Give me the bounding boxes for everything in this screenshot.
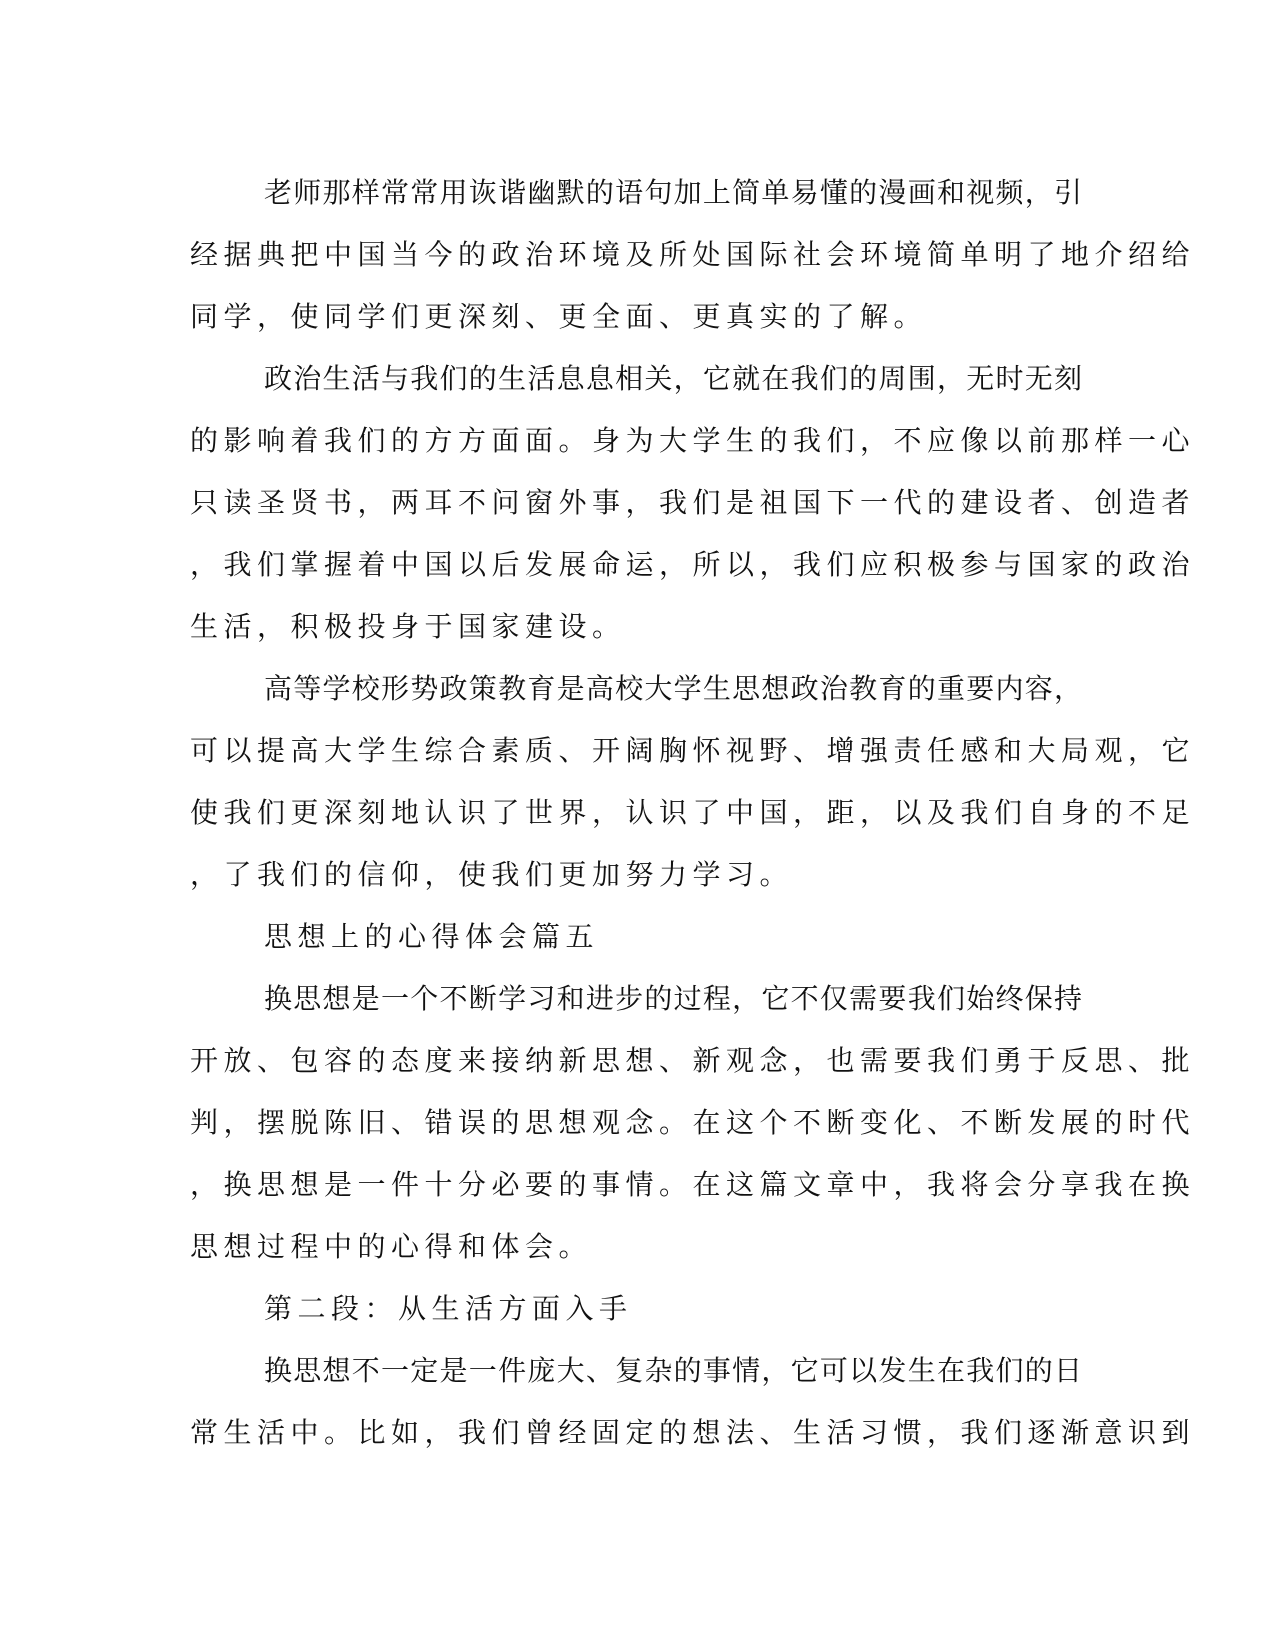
text-line: ，换思想是一件十分必要的事情。在这篇文章中，我将会分享我在换 [190,1168,1196,1201]
text-line: 思想过程中的心得和体会。 [190,1230,593,1263]
text-line: 开放、包容的态度来接纳新思想、新观念，也需要我们勇于反思、批 [190,1044,1196,1077]
text-line: 高等学校形势政策教育是高校大学生思想政治教育的重要内容， [264,672,1082,705]
text-line: 老师那样常常用诙谐幽默的语句加上简单易懂的漫画和视频，引 [264,176,1082,209]
text-line: 只读圣贤书，两耳不问窗外事，我们是祖国下一代的建设者、创造者 [190,486,1196,519]
text-line: ，我们掌握着中国以后发展命运，所以，我们应积极参与国家的政治 [190,548,1196,581]
text-line: 常生活中。比如，我们曾经固定的想法、生活习惯，我们逐渐意识到 [190,1416,1196,1449]
text-line: 生活，积极投身于国家建设。 [190,610,626,643]
text-line: 判，摆脱陈旧、错误的思想观念。在这个不断变化、不断发展的时代 [190,1106,1196,1139]
text-line: 可以提高大学生综合素质、开阔胸怀视野、增强责任感和大局观，它 [190,734,1196,767]
text-line: 第二段：从生活方面入手 [264,1292,633,1325]
text-line: 换思想不一定是一件庞大、复杂的事情，它可以发生在我们的日 [264,1354,1082,1387]
text-line: 经据典把中国当今的政治环境及所处国际社会环境简单明了地介绍给 [190,238,1196,271]
text-line: 同学，使同学们更深刻、更全面、更真实的了解。 [190,300,928,333]
text-line: 使我们更深刻地认识了世界，认识了中国，距，以及我们自身的不足 [190,796,1196,829]
text-line: 政治生活与我们的生活息息相关，它就在我们的周围，无时无刻 [264,362,1082,395]
document-body [190,162,1196,1464]
text-line: 换思想是一个不断学习和进步的过程，它不仅需要我们始终保持 [264,982,1082,1015]
text-line: ，了我们的信仰，使我们更加努力学习。 [190,858,794,891]
text-line: 的影响着我们的方方面面。身为大学生的我们，不应像以前那样一心 [190,424,1196,457]
text-line: 思想上的心得体会篇五 [264,920,600,953]
